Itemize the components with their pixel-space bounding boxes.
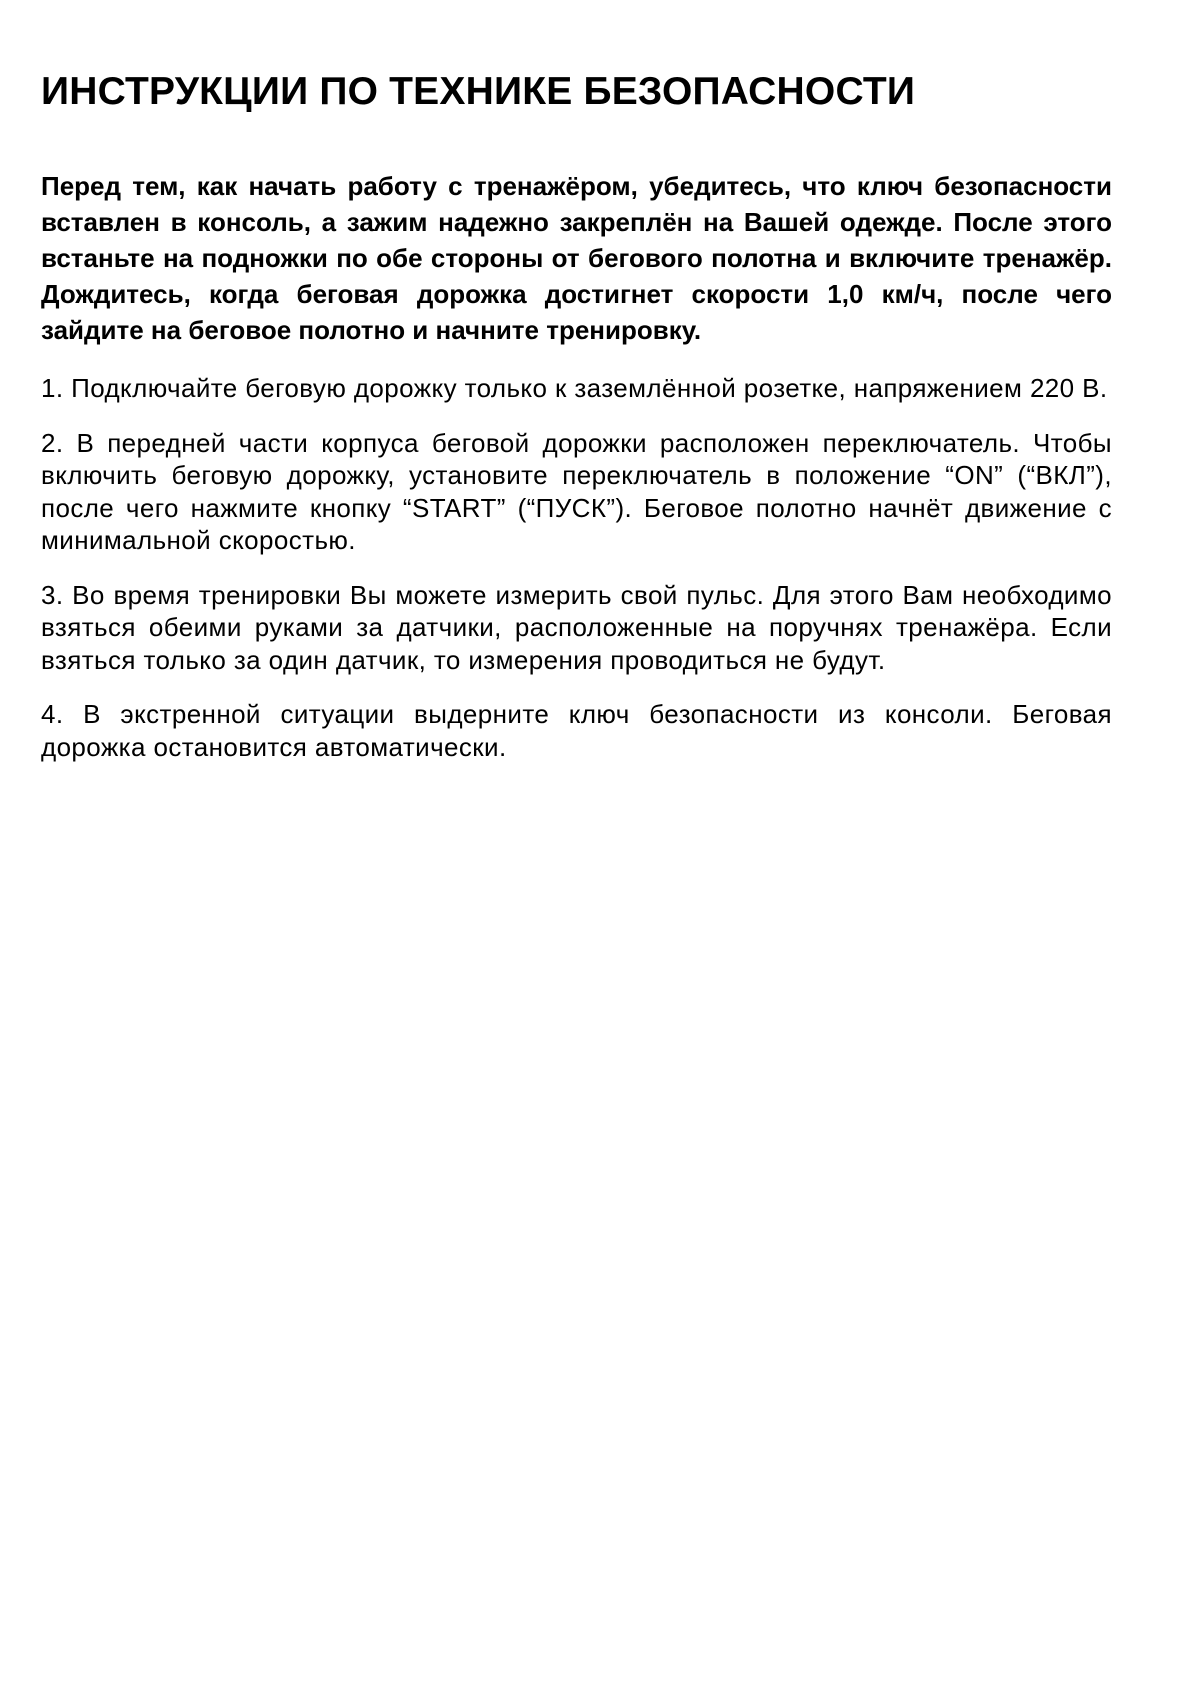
instruction-item-1: 1. Подключайте беговую дорожку только к заземлённой розетке, напряжением 220 В. bbox=[41, 373, 1108, 403]
instruction-item-2: 2. В передней части корпуса беговой дорожки расположен переключатель. Чтобы включить беговую дорожку, установите переключатель в положение “ON” (“ВКЛ”), после чего нажмите кнопку “START” (“ПУСК”). Беговое полотно начнёт движение с минимальной скоростью. bbox=[41, 427, 1112, 555]
instruction-list bbox=[41, 372, 1112, 763]
instruction-item-3: 3. Во время тренировки Вы можете измерить свой пульс. Для этого Вам необходимо взяться обеими руками за датчики, расположенные на поручнях тренажёра. Если взяться только за один датчик, то измерения проводиться не будут. bbox=[41, 579, 1112, 675]
page-title: ИНСТРУКЦИИ ПО ТЕХНИКЕ БЕЗОПАСНОСТИ bbox=[41, 70, 916, 113]
intro-paragraph: Перед тем, как начать работу с тренажёром, убедитесь, что ключ безопасности вставлен в консоль, а зажим надежно закреплён на Вашей одежде. После этого встаньте на подножки по обе стороны от бегового полотна и включите тренажёр. Дождитесь, когда беговая дорожка достигнет скорости 1,0 км/ч, после чего зайдите на беговое полотно и начните тренировку. bbox=[41, 171, 1112, 345]
document-page bbox=[41, 66, 1112, 785]
instruction-item-4: 4. В экстренной ситуации выдерните ключ безопасности из консоли. Беговая дорожка остановится автоматически. bbox=[41, 699, 1112, 762]
